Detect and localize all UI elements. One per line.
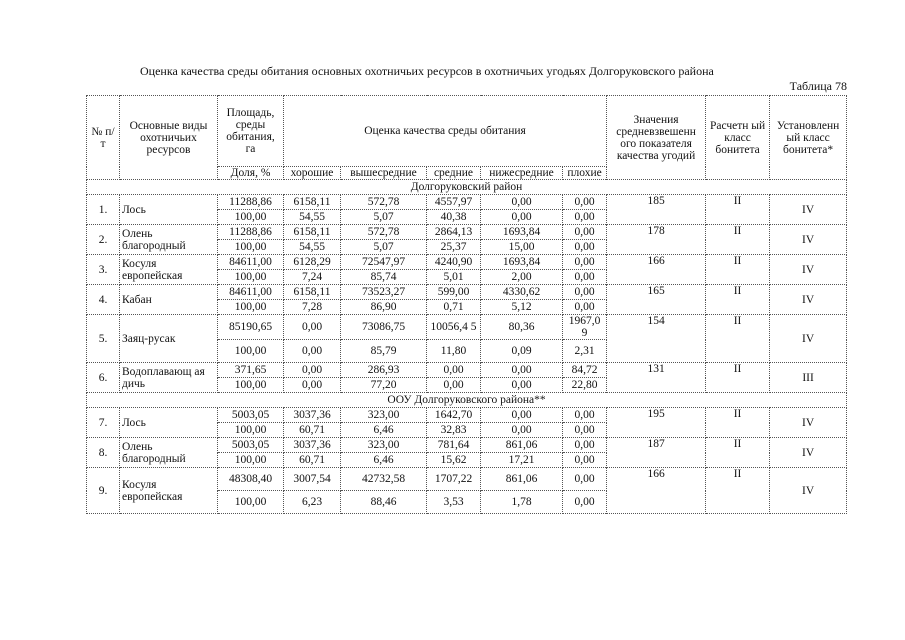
below-average-percent: 2,00 <box>481 270 563 285</box>
share-percent: 100,00 <box>218 210 284 225</box>
above-average-value: 323,00 <box>341 438 427 453</box>
below-average-value: 0,00 <box>481 408 563 423</box>
average-value: 1642,70 <box>427 408 481 423</box>
calc-class: II <box>706 225 770 255</box>
good-value: 6158,11 <box>284 285 341 300</box>
below-average-percent: 5,12 <box>481 300 563 315</box>
species-name: Косуля европейская <box>120 468 218 514</box>
calc-class: II <box>706 408 770 438</box>
header-num: № п/т <box>87 96 120 180</box>
good-value: 3037,36 <box>284 438 341 453</box>
calc-class: II <box>706 315 770 363</box>
good-value: 0,00 <box>284 363 341 378</box>
row-number: 9. <box>87 468 120 514</box>
above-average-value: 42732,58 <box>341 468 427 491</box>
above-average-value: 286,93 <box>341 363 427 378</box>
above-average-percent: 77,20 <box>341 378 427 393</box>
below-average-percent: 0,00 <box>481 423 563 438</box>
table-row <box>87 408 847 423</box>
good-value: 3007,54 <box>284 468 341 491</box>
calc-class: II <box>706 468 770 514</box>
area-ha: 85190,65 <box>218 315 284 340</box>
below-average-value: 1693,84 <box>481 255 563 270</box>
average-value: 0,00 <box>427 363 481 378</box>
bad-value: 84,72 <box>563 363 607 378</box>
row-number: 7. <box>87 408 120 438</box>
row-number: 3. <box>87 255 120 285</box>
share-percent: 100,00 <box>218 491 284 514</box>
bad-percent: 0,00 <box>563 210 607 225</box>
section-title: ООУ Долгоруковского района** <box>87 393 847 408</box>
good-value: 6158,11 <box>284 225 341 240</box>
weighted-index: 195 <box>607 408 706 438</box>
section-row <box>87 180 847 195</box>
bad-percent: 2,31 <box>563 340 607 363</box>
good-percent: 60,71 <box>284 453 341 468</box>
area-ha: 5003,05 <box>218 408 284 423</box>
below-average-percent: 0,09 <box>481 340 563 363</box>
above-average-value: 572,78 <box>341 225 427 240</box>
bad-percent: 0,00 <box>563 453 607 468</box>
good-percent: 54,55 <box>284 240 341 255</box>
header-species: Основные виды охотничьих ресурсов <box>120 96 218 180</box>
species-name: Косуля европейская <box>120 255 218 285</box>
header-good: хорошие <box>284 167 341 180</box>
above-average-percent: 5,07 <box>341 240 427 255</box>
species-name: Заяц-русак <box>120 315 218 363</box>
bad-percent: 0,00 <box>563 423 607 438</box>
area-ha: 371,65 <box>218 363 284 378</box>
header-quality: Оценка качества среды обитания <box>284 96 607 167</box>
area-ha: 84611,00 <box>218 285 284 300</box>
good-percent: 6,23 <box>284 491 341 514</box>
below-average-percent: 0,00 <box>481 378 563 393</box>
above-average-percent: 6,46 <box>341 423 427 438</box>
bad-percent: 22,80 <box>563 378 607 393</box>
weighted-index: 185 <box>607 195 706 225</box>
average-value: 4557,97 <box>427 195 481 210</box>
area-ha: 11288,86 <box>218 225 284 240</box>
bad-value: 0,00 <box>563 408 607 423</box>
above-average-value: 73086,75 <box>341 315 427 340</box>
calc-class: II <box>706 255 770 285</box>
section-row <box>87 393 847 408</box>
average-value: 599,00 <box>427 285 481 300</box>
below-average-percent: 0,00 <box>481 210 563 225</box>
table-row <box>87 195 847 210</box>
above-average-percent: 85,74 <box>341 270 427 285</box>
set-class: III <box>770 363 847 393</box>
above-average-percent: 88,46 <box>341 491 427 514</box>
below-average-percent: 1,78 <box>481 491 563 514</box>
header-weighted: Значения средневзвешенн ого показателя качества угодий <box>607 96 706 180</box>
set-class: IV <box>770 468 847 514</box>
above-average-value: 72547,97 <box>341 255 427 270</box>
below-average-value: 0,00 <box>481 363 563 378</box>
good-value: 6158,11 <box>284 195 341 210</box>
above-average-value: 572,78 <box>341 195 427 210</box>
average-value: 781,64 <box>427 438 481 453</box>
average-percent: 25,37 <box>427 240 481 255</box>
header-mid: средние <box>427 167 481 180</box>
set-class: IV <box>770 408 847 438</box>
average-percent: 3,53 <box>427 491 481 514</box>
header-below: нижесредние <box>481 167 563 180</box>
calc-class: II <box>706 195 770 225</box>
average-percent: 40,38 <box>427 210 481 225</box>
set-class: IV <box>770 315 847 363</box>
bad-value: 0,00 <box>563 285 607 300</box>
set-class: IV <box>770 195 847 225</box>
below-average-value: 4330,62 <box>481 285 563 300</box>
below-average-value: 1693,84 <box>481 225 563 240</box>
below-average-percent: 17,21 <box>481 453 563 468</box>
species-name: Лось <box>120 195 218 225</box>
section-title: Долгоруковский район <box>87 180 847 195</box>
habitat-quality-table <box>86 95 847 514</box>
above-average-percent: 5,07 <box>341 210 427 225</box>
average-percent: 15,62 <box>427 453 481 468</box>
table-row <box>87 285 847 300</box>
weighted-index: 166 <box>607 255 706 285</box>
below-average-value: 80,36 <box>481 315 563 340</box>
average-value: 4240,90 <box>427 255 481 270</box>
table-row <box>87 255 847 270</box>
calc-class: II <box>706 285 770 315</box>
weighted-index: 187 <box>607 438 706 468</box>
below-average-value: 0,00 <box>481 195 563 210</box>
average-value: 1707,22 <box>427 468 481 491</box>
share-percent: 100,00 <box>218 453 284 468</box>
area-ha: 11288,86 <box>218 195 284 210</box>
above-average-percent: 86,90 <box>341 300 427 315</box>
average-percent: 5,01 <box>427 270 481 285</box>
good-value: 0,00 <box>284 315 341 340</box>
share-percent: 100,00 <box>218 423 284 438</box>
table-row <box>87 438 847 453</box>
species-name: Кабан <box>120 285 218 315</box>
set-class: IV <box>770 225 847 255</box>
share-percent: 100,00 <box>218 378 284 393</box>
share-percent: 100,00 <box>218 300 284 315</box>
below-average-value: 861,06 <box>481 438 563 453</box>
bad-value: 0,00 <box>563 195 607 210</box>
average-value: 10056,4 5 <box>427 315 481 340</box>
average-percent: 0,71 <box>427 300 481 315</box>
header-above: вышесредние <box>341 167 427 180</box>
weighted-index: 165 <box>607 285 706 315</box>
above-average-value: 323,00 <box>341 408 427 423</box>
area-ha: 48308,40 <box>218 468 284 491</box>
row-number: 6. <box>87 363 120 393</box>
table-row <box>87 315 847 340</box>
set-class: IV <box>770 438 847 468</box>
above-average-value: 73523,27 <box>341 285 427 300</box>
good-percent: 0,00 <box>284 378 341 393</box>
bad-percent: 0,00 <box>563 300 607 315</box>
header-calc-class: Расчетн ый класс бонитета <box>706 96 770 180</box>
average-percent: 0,00 <box>427 378 481 393</box>
weighted-index: 178 <box>607 225 706 255</box>
species-name: Олень благородный <box>120 225 218 255</box>
row-number: 8. <box>87 438 120 468</box>
set-class: IV <box>770 285 847 315</box>
calc-class: II <box>706 438 770 468</box>
species-name: Водоплавающ ая дичь <box>120 363 218 393</box>
good-value: 3037,36 <box>284 408 341 423</box>
below-average-percent: 15,00 <box>481 240 563 255</box>
weighted-index: 154 <box>607 315 706 363</box>
row-number: 2. <box>87 225 120 255</box>
good-percent: 7,28 <box>284 300 341 315</box>
species-name: Лось <box>120 408 218 438</box>
good-percent: 0,00 <box>284 340 341 363</box>
header-share: Доля, % <box>218 167 284 180</box>
bad-value: 0,00 <box>563 438 607 453</box>
average-percent: 11,80 <box>427 340 481 363</box>
header-row <box>87 96 847 167</box>
bad-value: 1967,0 9 <box>563 315 607 340</box>
row-number: 4. <box>87 285 120 315</box>
weighted-index: 131 <box>607 363 706 393</box>
average-percent: 32,83 <box>427 423 481 438</box>
header-bad: плохие <box>563 167 607 180</box>
above-average-percent: 6,46 <box>341 453 427 468</box>
row-number: 5. <box>87 315 120 363</box>
table-number: Таблица 78 <box>789 79 847 93</box>
share-percent: 100,00 <box>218 240 284 255</box>
average-value: 2864,13 <box>427 225 481 240</box>
header-set-class: Установленн ый класс бонитета* <box>770 96 847 180</box>
bad-percent: 0,00 <box>563 240 607 255</box>
bad-value: 0,00 <box>563 468 607 491</box>
below-average-value: 861,06 <box>481 468 563 491</box>
species-name: Олень благородный <box>120 438 218 468</box>
bad-percent: 0,00 <box>563 270 607 285</box>
header-area: Площадь, среды обитания, га <box>218 96 284 167</box>
share-percent: 100,00 <box>218 270 284 285</box>
good-percent: 54,55 <box>284 210 341 225</box>
good-percent: 60,71 <box>284 423 341 438</box>
good-percent: 7,24 <box>284 270 341 285</box>
bad-value: 0,00 <box>563 255 607 270</box>
calc-class: II <box>706 363 770 393</box>
share-percent: 100,00 <box>218 340 284 363</box>
set-class: IV <box>770 255 847 285</box>
weighted-index: 166 <box>607 468 706 514</box>
bad-value: 0,00 <box>563 225 607 240</box>
table-row <box>87 363 847 378</box>
good-value: 6128,29 <box>284 255 341 270</box>
table-row <box>87 468 847 491</box>
bad-percent: 0,00 <box>563 491 607 514</box>
table-title: Оценка качества среды обитания основных охотничьих ресурсов в охотничьих угодьях Долгоруковского района <box>140 64 714 78</box>
area-ha: 5003,05 <box>218 438 284 453</box>
row-number: 1. <box>87 195 120 225</box>
above-average-percent: 85,79 <box>341 340 427 363</box>
area-ha: 84611,00 <box>218 255 284 270</box>
table-row <box>87 225 847 240</box>
